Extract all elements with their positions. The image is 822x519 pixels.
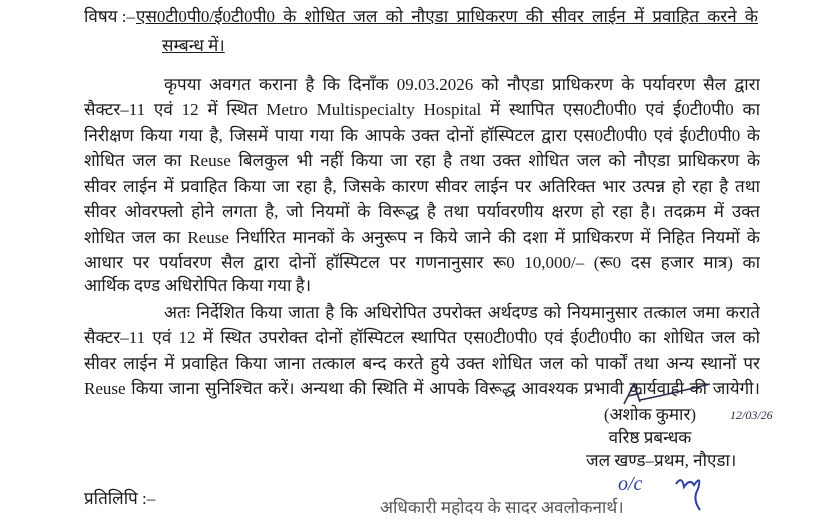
body-line: अतः निर्देशित किया जाता है कि अधिरोपित उपरोक्त अर्थदण्ड को नियमानुसार तत्काल जमा कराते [164,303,760,322]
initials-mark [668,472,718,512]
body-line: सीवर ओवरफ्लो होने लगता है, जो नियमों के विरूद्ध है तथा पर्यावरणीय क्षरण हो रहा है। तदक्रम में उक्त [84,202,760,221]
body-line: शोधित जल का Reuse निर्धारित मानकों के अनुरूप न किये जाने की दशा में प्राधिकरण में निहित नियमों के [84,228,760,247]
handwritten-note: o/c [618,473,643,495]
body-line: कृपया अवगत कराना है कि दिनाँक 09.03.2026 को नौएडा प्राधिकरण के पर्यावरण सैल द्वारा [164,75,760,94]
body-line: सैक्टर–11 एवं 12 में स्थित उपरोक्त दोनों हॉस्पिटल स्थापित एस0टी0पी0 एवं ई0टी0पी0 का शोधित जल को [84,328,760,347]
body-line: सैक्टर–11 एवं 12 में स्थित Metro Multispecialty Hospital में स्थापित एस0टी0पी0 एवं ई0टी0पी0 का [84,100,760,119]
signatory-designation: वरिष्ठ प्रबन्धक [608,428,692,447]
copy-label: प्रतिलिपि :– [84,489,156,508]
body-line: आधार पर पर्यावरण सैल द्वारा दोनों हॉस्पिटल पर गणनानुसार रू0 10,000/– (रू0 दस हजार मात्र) का [84,253,760,272]
signatory-name: (अशोक कुमार) [603,405,697,424]
body-line: निरीक्षण किया गया है, जिसमें पाया गया कि आपके उक्त दोनों हॉस्पिटल द्वारा एस0टी0पी0 एवं ई0टी0पी0 के [84,126,760,145]
body-line: शोधित जल का Reuse बिलकुल भी नहीं किया जा रहा है तथा उक्त शोधित जल को नौएडा प्राधिकरण के [84,151,760,170]
body-line: आर्थिक दण्ड अधिरोपित किया गया है। [84,276,312,295]
body-line: सीवर लाईन में प्रवाहित किया जाना तत्काल बन्द करते हुये उक्त शोधित जल को पार्कों तथा अन्य स्थानों पर [84,354,760,373]
subject-line-1: एस0टी0पी0/ई0टी0पी0 के शोधित जल को नौएडा प्राधिकरण की सीवर लाईन में प्रवाहित करने के [136,7,758,26]
subject-line-2: सम्बन्ध में। [162,36,225,55]
handwritten-date: 12/03/26 [730,408,773,422]
signatory-office: जल खण्ड–प्रथम, नौएडा। [586,451,737,470]
copy-line-partial: अधिकारी महोदय के सादर अवलोकनार्थ। [380,498,624,517]
body-line: Reuse किया जाना सुनिश्चित करें। अन्यथा की स्थिति में आपके विरूद्ध आवश्यक प्रभावी कार्यवाही की जायेगी। [84,379,760,398]
signature-mark [610,380,730,406]
body-line: सीवर लाईन में प्रवाहित किया जा रहा है, जिसके कारण सीवर लाईन पर अतिरिक्त भार उत्पन्न हो रहा है तथा [84,177,760,196]
subject-label: विषय :– [84,7,136,26]
